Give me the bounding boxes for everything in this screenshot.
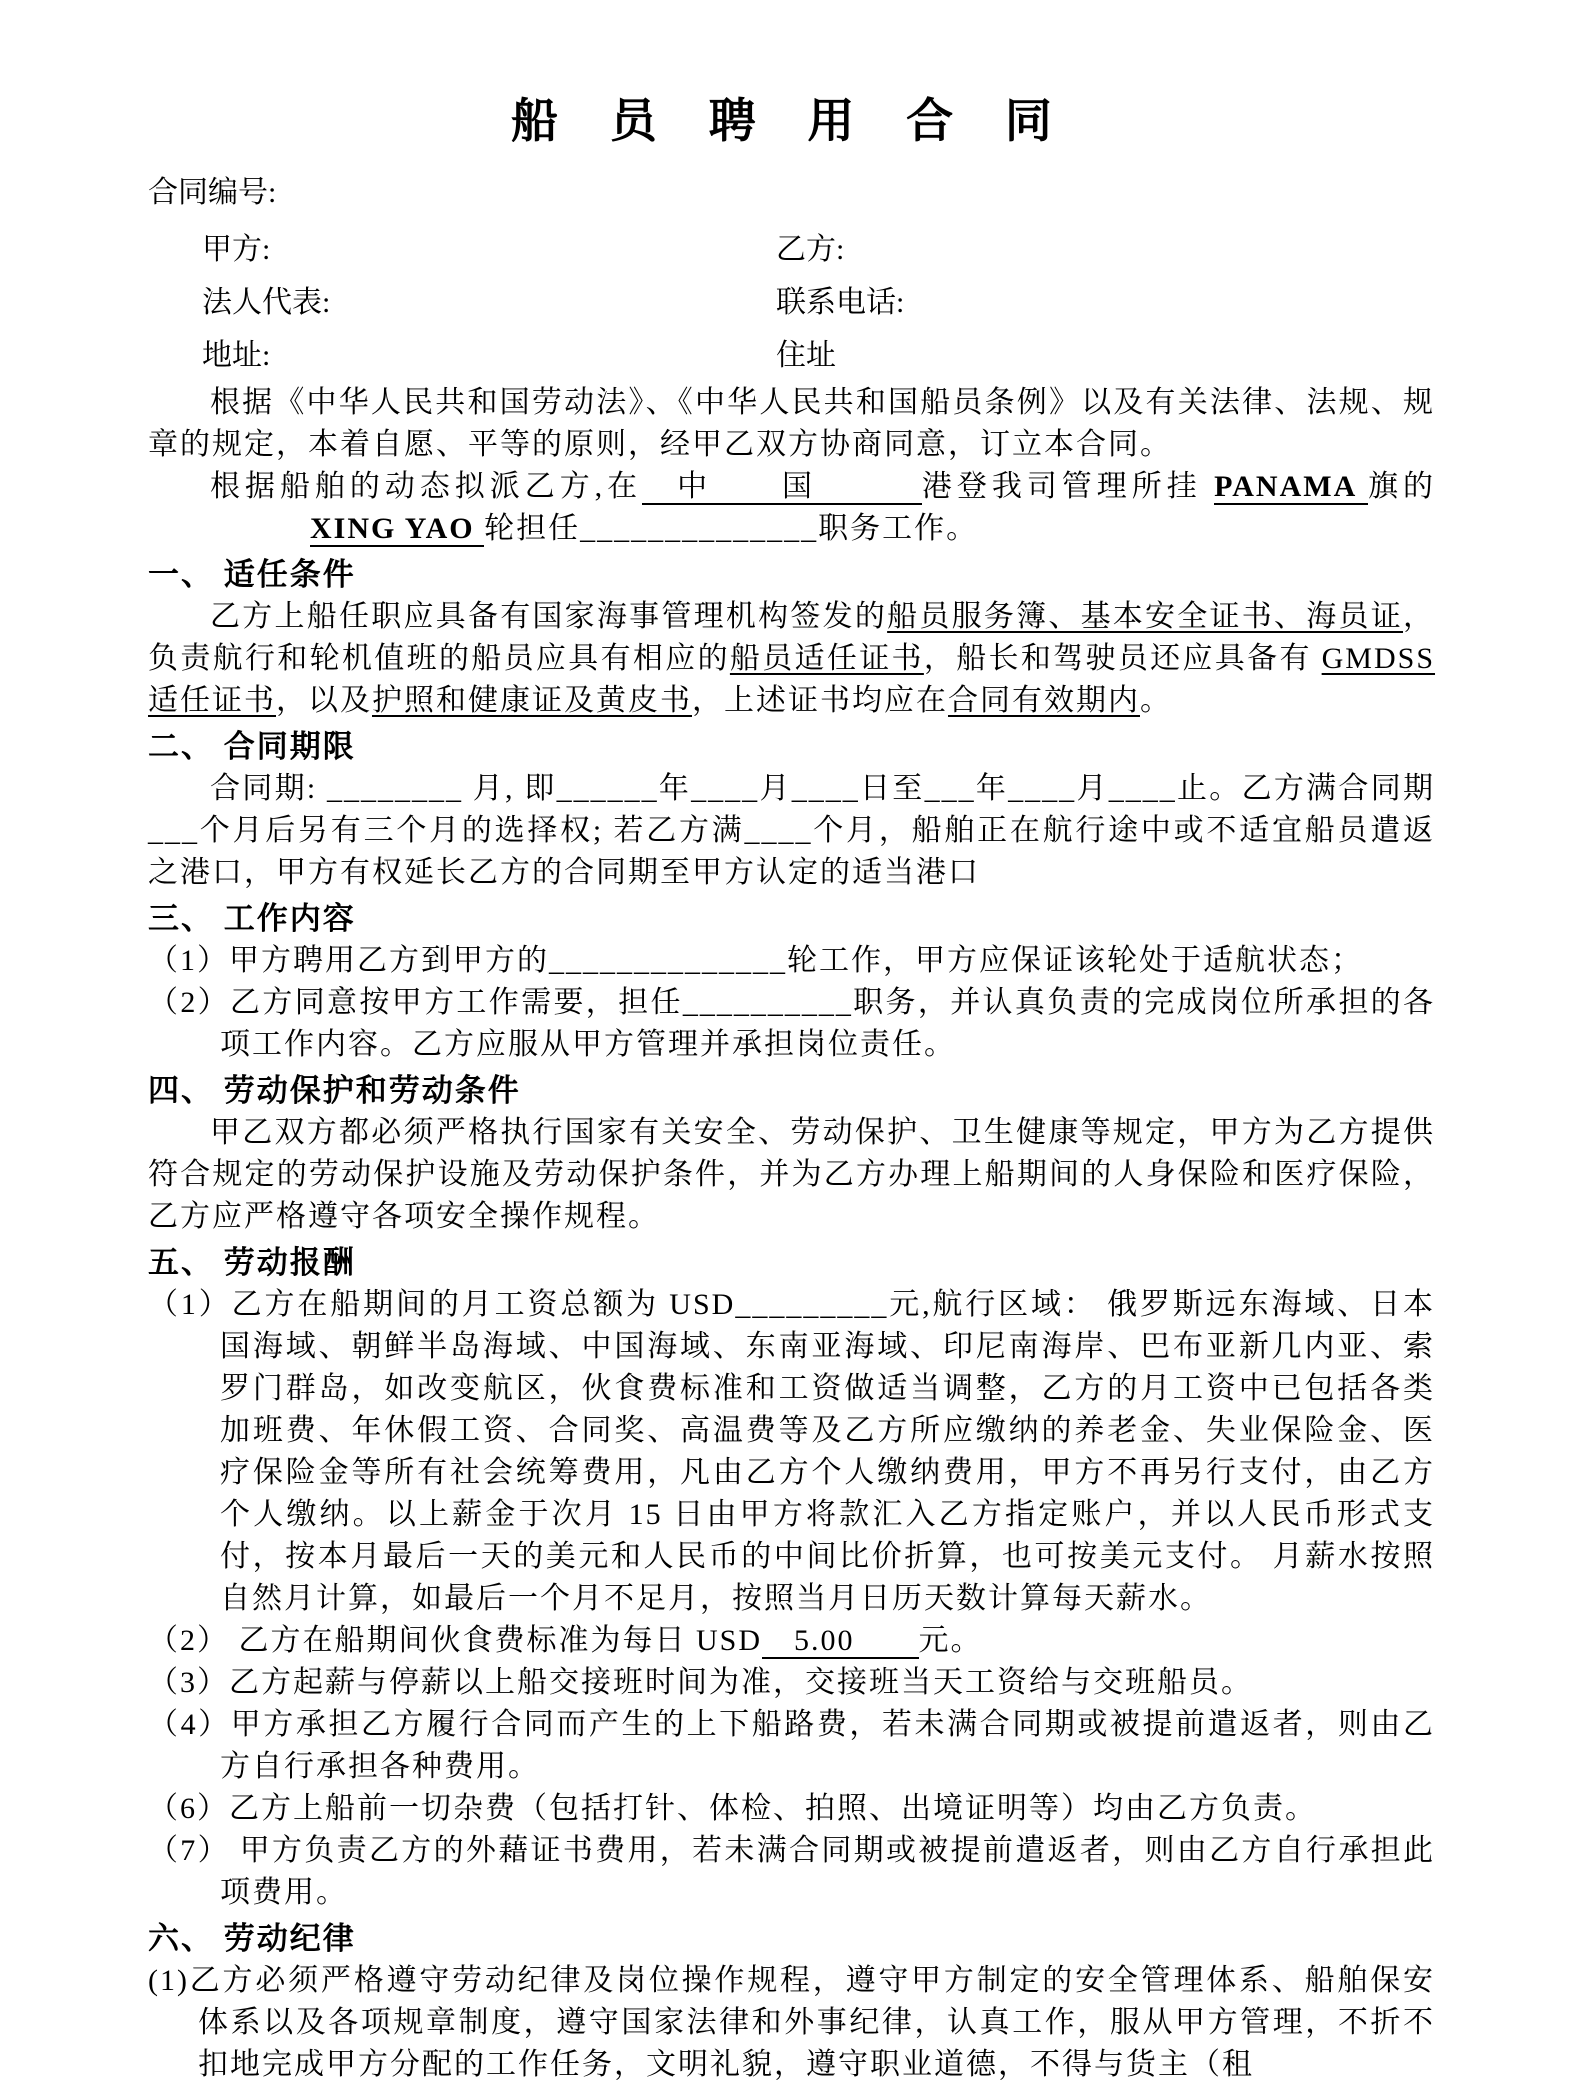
text-run: 。 xyxy=(1140,684,1172,717)
food-allowance-value: 5.00 xyxy=(762,1624,919,1657)
text-run: ，以及 xyxy=(276,684,372,717)
party-row-2 xyxy=(148,276,1435,329)
validity-period-underlined: 合同有效期内 xyxy=(948,684,1140,717)
competency-certificate-underlined: 船员适任证书 xyxy=(729,642,924,675)
text-run: 元。 xyxy=(918,1624,983,1657)
passport-health-underlined: 护照和健康证及黄皮书 xyxy=(372,684,692,717)
text-run: （2） 乙方在船期间伙食费标准为每日 USD xyxy=(148,1624,763,1657)
text-run: ，船长和驾驶员还应具备有 xyxy=(923,642,1322,675)
text-run: 职务工作。 xyxy=(818,512,979,545)
party-row-1 xyxy=(148,223,1435,276)
text-run: 根据船舶的动态拟派乙方,在 xyxy=(210,470,643,503)
port-blank-field: 中 国 xyxy=(642,470,922,503)
text-run: ，上述证书均应在 xyxy=(692,684,948,717)
remuneration-item-3: （3）乙方起薪与停薪以上船交接班时间为准，交接班当天工资给与交班船员。 xyxy=(148,1666,1253,1699)
contract-term-paragraph: 合同期: ________ 月, 即______年____月____日至___年____月____止。乙方满合同期___个月后另有三个月的选择权; 若乙方满____个月，船舶正在航行途中或不适宜船员遣返之港口，甲方有权延长乙方的合同期至甲方认定的适当港口 xyxy=(148,772,1435,889)
assignment-line-1 xyxy=(148,466,1435,508)
work-content-item-1: （1）甲方聘用乙方到甲方的______________轮工作，甲方应保证该轮处于适航状态； xyxy=(148,944,1363,977)
remuneration-item-2 xyxy=(148,1620,1435,1662)
remuneration-item-4: （4）甲方承担乙方履行合同而产生的上下船路费，若未满合同期或被提前遣返者，则由乙方自行承担各种费用。 xyxy=(148,1708,1435,1783)
gmdss-certificate-underlined: GMDSS 适任证书 xyxy=(148,642,1436,717)
assignment-line-2 xyxy=(148,508,1435,550)
party-a-label: 甲方: xyxy=(202,233,271,266)
text-run: 乙方上船任职应具备有国家海事管理机构签发的 xyxy=(210,600,888,633)
remuneration-item-7: （7） 甲方负责乙方的外藉证书费用，若未满合同期或被提前遣返者，则由乙方自行承担此项费用。 xyxy=(148,1834,1435,1909)
section-1-heading: 一、 适任条件 xyxy=(148,557,356,592)
work-content-item-2: （2）乙方同意按甲方工作需要，担任__________职务，并认真负责的完成岗位所承担的各项工作内容。乙方应服从甲方管理并承担岗位责任。 xyxy=(148,986,1435,1061)
party-row-3 xyxy=(148,329,1435,382)
text-run: ，负责航行和轮机值班的船员应具有相应的 xyxy=(148,600,1436,675)
flag-value: PANAMA xyxy=(1214,470,1369,503)
document-title: 船 员 聘 用 合 同 xyxy=(511,96,1072,148)
remuneration-item-1: （1）乙方在船期间的月工资总额为 USD_________元,航行区域： 俄罗斯远东海域、日本国海域、朝鲜半岛海域、中国海域、东南亚海域、印尼南海岸、巴布亚新几内亚、索罗门群岛，如改变航区，伙食费标准和工资做适当调整，乙方的月工资中已包括各类加班费、年休假工资、合同奖、高温费等及乙方所应缴纳的养老金、失业保险金、医疗保险金等所有社会统筹费用，凡由乙方个人缴纳费用，甲方不再另行支付，由乙方个人缴纳。以上薪金于次月 15 日由甲方将款汇入乙方指定账户，并以人民币形式支付，按本月最后一天的美元和人民币的中间比价折算，也可按美元支付。 月薪水按照自然月计算，如最后一个月不足月，按照当月日历天数计算每天薪水。 xyxy=(148,1288,1435,1615)
remuneration-item-6: （6）乙方上船前一切杂费（包括打针、体检、拍照、出境证明等）均由乙方负责。 xyxy=(148,1792,1317,1825)
section-6-heading: 六、 劳动纪律 xyxy=(148,1921,356,1956)
party-info-block xyxy=(148,223,1435,382)
address-label: 地址: xyxy=(202,339,271,372)
ship-name-value: XING YAO xyxy=(310,512,485,545)
qualification-paragraph xyxy=(148,596,1435,722)
contract-number-label: 合同编号: xyxy=(148,176,277,209)
section-3-heading: 三、 工作内容 xyxy=(148,901,356,936)
party-b-label: 乙方: xyxy=(776,233,845,266)
labor-discipline-item-1: (1)乙方必须严格遵守劳动纪律及岗位操作规程，遵守甲方制定的安全管理体系、船舶保安体系以及各项规章制度，遵守国家法律和外事纪律，认真工作，服从甲方管理，不折不扣地完成甲方分配的工作任务，文明礼貌，遵守职业道德，不得与货主（租 xyxy=(148,1964,1435,2081)
text-run: 轮担任 xyxy=(484,512,581,545)
text-run: 旗的 xyxy=(1368,470,1436,503)
text-run: 港登我司管理所挂 xyxy=(921,470,1215,503)
labor-protection-paragraph: 甲乙双方都必须严格执行国家有关安全、劳动保护、卫生健康等规定，甲方为乙方提供符合规定的劳动保护设施及劳动保护条件，并为乙方办理上船期间的人身保险和医疗保险，乙方应严格遵守各项安全操作规程。 xyxy=(148,1116,1435,1233)
section-4-heading: 四、 劳动保护和劳动条件 xyxy=(148,1073,521,1108)
position-blank-field: ______________ xyxy=(580,512,819,545)
legal-representative-label: 法人代表: xyxy=(202,286,331,319)
legal-basis-paragraph: 根据《中华人民共和国劳动法》、《中华人民共和国船员条例》以及有关法律、法规、规章的规定，本着自愿、平等的原则，经甲乙双方协商同意，订立本合同。 xyxy=(148,386,1435,461)
contact-phone-label: 联系电话: xyxy=(776,286,905,319)
residence-label: 住址 xyxy=(776,339,836,372)
section-2-heading: 二、 合同期限 xyxy=(148,729,356,764)
section-5-heading: 五、 劳动报酬 xyxy=(148,1245,356,1280)
certificate-names-underlined: 船员服务簿、基本安全证书、海员证 xyxy=(887,600,1404,633)
